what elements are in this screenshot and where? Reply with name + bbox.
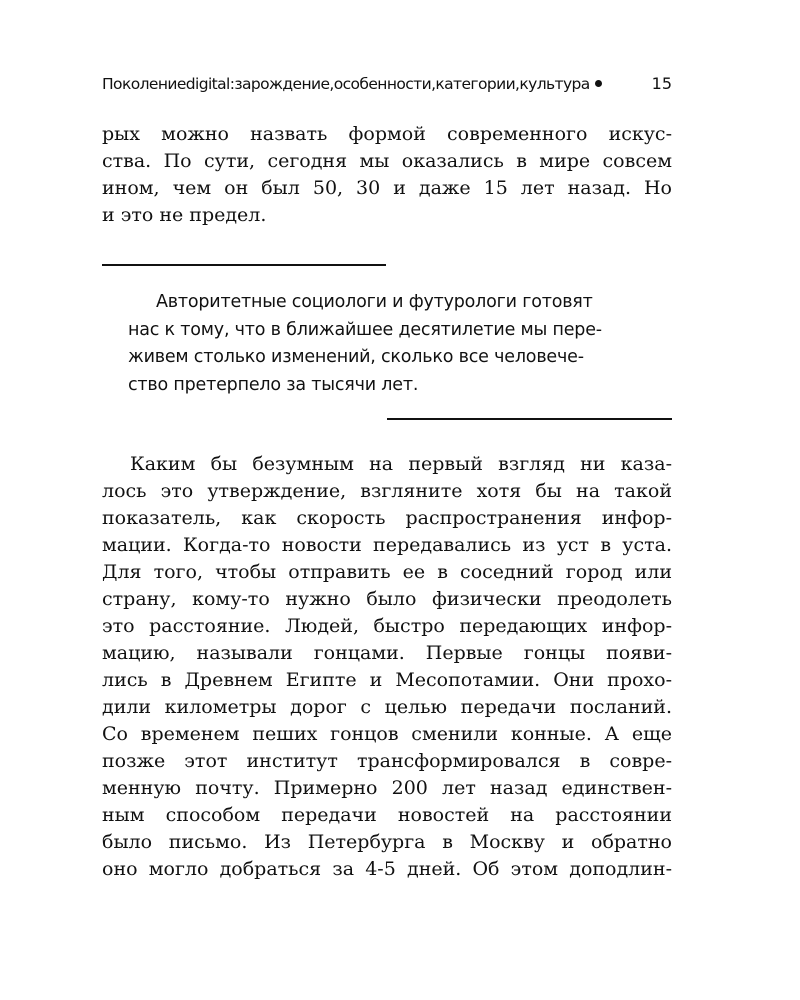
text-line: мации. Когда-то новости передавались из уст в уста. — [102, 534, 672, 556]
text-line: Для того, чтобы отправить ее в соседний город или — [102, 561, 672, 583]
text-line: ином, чем он был 50, 30 и даже 15 лет назад. Но — [102, 177, 672, 199]
text-line: это расстояние. Людей, быстро передающих инфор- — [102, 615, 672, 637]
text-line: рых можно назвать формой современного искус- — [102, 123, 672, 145]
text-line: Каким бы безумным на первый взгляд ни каза- — [130, 453, 672, 475]
text-line: мацию, называли гонцами. Первые гонцы появи- — [102, 642, 672, 664]
text-line: Со временем пеших гонцов сменили конные. А еще — [102, 723, 672, 745]
text-line: показатель, как скорость распространения инфор- — [102, 507, 672, 529]
text-line: и это не предел. — [102, 204, 267, 226]
pullquote-line: нас к тому, что в ближайшее десятилетие мы пере- — [128, 319, 602, 340]
paragraph-2 — [102, 451, 672, 883]
text-line: страну, кому-то нужно было физически преодолеть — [102, 588, 672, 610]
pullquote-line: ство претерпело за тысячи лет. — [128, 374, 419, 395]
text-line: ства. По сути, сегодня мы оказались в мире совсем — [102, 150, 672, 172]
text-line: ным способом передачи новостей на расстоянии — [102, 804, 672, 826]
text-line: лось это утверждение, взгляните хотя бы на такой — [102, 480, 672, 502]
text-line: было письмо. Из Петербурга в Москву и обратно — [102, 831, 672, 853]
running-title: Поколениеdigital:зарождение,особенности,категории,культура — [102, 75, 590, 93]
page-number: 15 — [651, 74, 672, 93]
text-line: позже этот институт трансформировался в совре- — [102, 750, 672, 772]
running-head — [102, 74, 622, 94]
pullquote-line: живем столько изменений, сколько все человече- — [128, 347, 584, 367]
pullquote-line: Авторитетные социологи и футурологи готовят — [156, 292, 593, 312]
text-line: оно могло добраться за 4-5 дней. Об этом доподлин- — [102, 858, 672, 880]
text-line: дили километры дорог с целью передачи посланий. — [102, 696, 672, 718]
pullquote — [128, 289, 648, 399]
bullet-icon — [595, 80, 602, 87]
text-line: менную почту. Примерно 200 лет назад единствен- — [102, 777, 672, 799]
pullquote-top-rule — [102, 264, 386, 266]
pullquote-bottom-rule — [387, 418, 672, 420]
text-line: лись в Древнем Египте и Месопотамии. Они прохо- — [102, 669, 672, 691]
paragraph-1 — [102, 121, 672, 229]
